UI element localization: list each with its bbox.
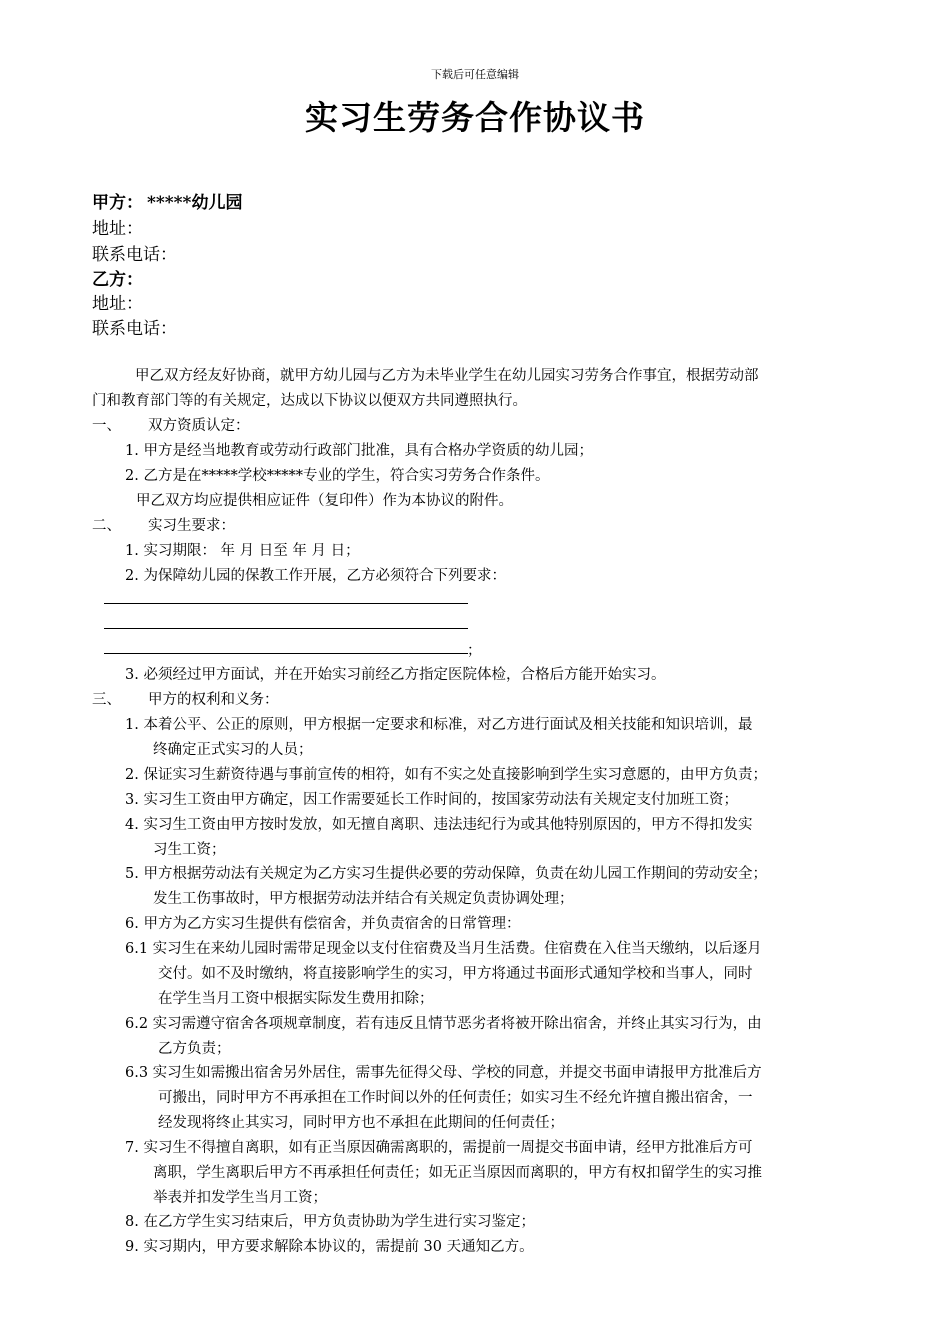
section-heading: 甲方的权利和义务： xyxy=(148,692,279,708)
blank-end-mark: ； xyxy=(467,643,482,659)
list-item: 3. 实习生工资由甲方确定，因工作需要延长工作时间的，按国家劳动法有关规定支付加班工资； xyxy=(125,792,738,808)
party-a-label: 甲方： xyxy=(92,193,143,213)
list-item-continued: 发生工伤事故时，甲方根据劳动法并结合有关规定负责协调处理； xyxy=(153,891,574,907)
list-item: 1. 甲方是经当地教育或劳动行政部门批准，具有合格办学资质的幼儿园； xyxy=(125,443,593,459)
party-a-name: *****幼儿园 xyxy=(147,193,243,213)
section-heading: 实习生要求： xyxy=(148,518,235,534)
section-number: 三、 xyxy=(92,692,121,708)
list-item: 4. 实习生工资由甲方按时发放，如无擅自离职、违法违纪行为或其他特别原因的，甲方不得扣发实 xyxy=(125,817,753,833)
list-item: 1. 本着公平、公正的原则，甲方根据一定要求和标准，对乙方进行面试及相关技能和知识培训，最 xyxy=(125,717,753,733)
list-item: 1. 实习期限： 年 月 日至 年 月 日； xyxy=(125,543,360,559)
list-item: 2. 保证实习生薪资待遇与事前宣传的相符，如有不实之处直接影响到学生实习意愿的，由甲方负责； xyxy=(125,767,767,783)
section-number: 二、 xyxy=(92,518,121,534)
sub-item: 6.1 实习生在来幼儿园时需带足现金以支付住宿费及当月生活费。住宿费在入住当天缴纳，以后逐月 xyxy=(125,941,762,957)
list-item: 2. 乙方是在*****学校*****专业的学生，符合实习劳务合作条件。 xyxy=(125,468,550,484)
document-title: 实习生劳务合作协议书 xyxy=(305,98,645,137)
sub-item: 6.2 实习需遵守宿舍各项规章制度，若有违反且情节恶劣者将被开除出宿舍，并终止其实习行为，由 xyxy=(125,1016,762,1032)
sub-item: 6.3 实习生如需搬出宿舍另外居住，需事先征得父母、学校的同意，并提交书面申请报甲方批准后方 xyxy=(125,1065,762,1081)
intro-line: 甲乙双方经友好协商，就甲方幼儿园与乙方为未毕业学生在幼儿园实习劳务合作事宜，根据劳动部 xyxy=(135,368,759,384)
attachment-note: 甲乙双方均应提供相应证件（复印件）作为本协议的附件。 xyxy=(136,493,513,509)
list-item: 8. 在乙方学生实习结束后，甲方负责协助为学生进行实习鉴定； xyxy=(125,1214,535,1230)
party-b-address-label: 地址： xyxy=(92,294,143,314)
section-heading: 双方资质认定： xyxy=(148,418,250,434)
sub-item-continued: 在学生当月工资中根据实际发生费用扣除； xyxy=(158,991,434,1007)
party-a-phone-label: 联系电话： xyxy=(92,245,177,265)
list-item: 9. 实习期内，甲方要求解除本协议的，需提前 30 天通知乙方。 xyxy=(125,1239,534,1255)
list-item-continued: 离职，学生离职后甲方不再承担任何责任；如无正当原因而离职的，甲方有权扣留学生的实习推 xyxy=(153,1165,762,1181)
party-a-address-label: 地址： xyxy=(92,219,143,239)
list-item-continued: 终确定正式实习的人员； xyxy=(153,742,313,758)
sub-item-continued: 乙方负责； xyxy=(158,1041,231,1057)
list-item: 6. 甲方为乙方实习生提供有偿宿舍，并负责宿舍的日常管理： xyxy=(125,916,521,932)
list-item: 3. 必须经过甲方面试，并在开始实习前经乙方指定医院体检，合格后方能开始实习。 xyxy=(125,667,666,683)
intro-line: 门和教育部门等的有关规定，达成以下协议以便双方共同遵照执行。 xyxy=(92,393,527,409)
list-item-continued: 习生工资； xyxy=(153,842,226,858)
party-b-phone-label: 联系电话： xyxy=(92,319,177,339)
sub-item-continued: 经发现将终止其实习，同时甲方也不承担在此期间的任何责任； xyxy=(158,1115,564,1131)
blank-fill-line xyxy=(104,653,468,654)
header-note: 下载后可任意编辑 xyxy=(431,68,519,81)
party-b-label: 乙方： xyxy=(92,270,143,290)
blank-fill-line xyxy=(104,603,468,604)
sub-item-continued: 交付。如不及时缴纳，将直接影响学生的实习，甲方将通过书面形式通知学校和当事人，同时 xyxy=(158,966,753,982)
blank-fill-line xyxy=(104,628,468,629)
sub-item-continued: 可搬出，同时甲方不再承担在工作时间以外的任何责任；如实习生不经允许擅自搬出宿舍，一 xyxy=(158,1090,753,1106)
party-a-line xyxy=(92,188,242,213)
list-item: 7. 实习生不得擅自离职，如有正当原因确需离职的，需提前一周提交书面申请，经甲方批准后方可 xyxy=(125,1140,753,1156)
list-item-continued: 举表并扣发学生当月工资； xyxy=(153,1190,327,1206)
list-item: 2. 为保障幼儿园的保教工作开展，乙方必须符合下列要求： xyxy=(125,568,506,584)
section-number: 一、 xyxy=(92,418,121,434)
list-item: 5. 甲方根据劳动法有关规定为乙方实习生提供必要的劳动保障，负责在幼儿园工作期间的劳动安全； xyxy=(125,866,767,882)
